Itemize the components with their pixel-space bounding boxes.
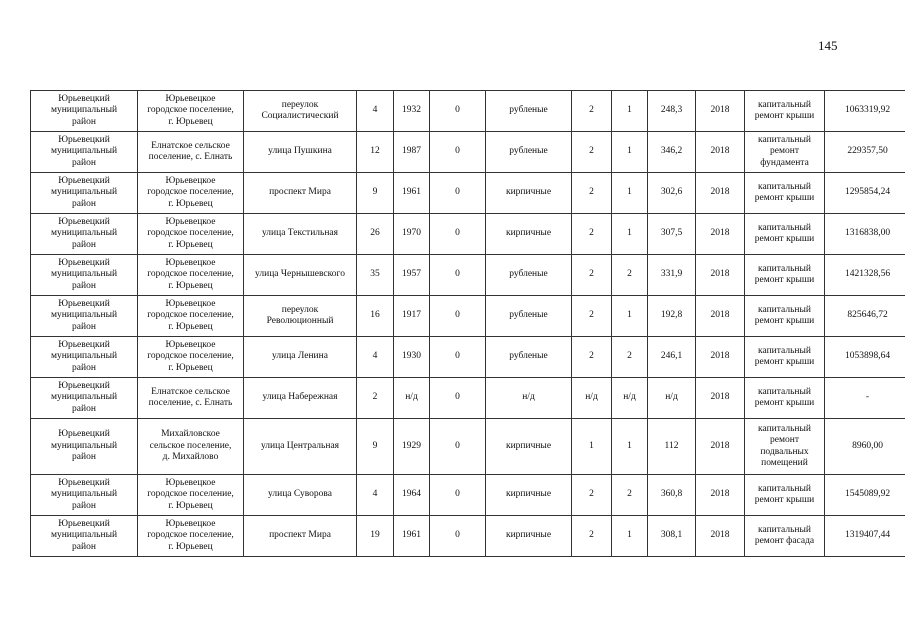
- settlement-cell-line: г. Юрьевец: [168, 280, 213, 291]
- district-cell-line: муниципальный: [50, 310, 118, 321]
- district-cell-line: муниципальный: [50, 530, 118, 541]
- value-cell: 0: [430, 337, 486, 378]
- district-cell-line: Юрьевецкий: [58, 134, 110, 145]
- district-cell-line: район: [72, 239, 96, 250]
- district-cell: [31, 173, 138, 214]
- build-year-cell: 1957: [394, 255, 430, 296]
- cost-cell: 1319407,44: [825, 516, 905, 557]
- district-cell: [31, 132, 138, 173]
- work-year-cell: 2018: [696, 378, 745, 419]
- table-row: [31, 132, 905, 173]
- settlement-cell-line: г. Юрьевец: [168, 239, 213, 250]
- entrances-cell: 1: [612, 173, 648, 214]
- cost-cell: 1316838,00: [825, 214, 905, 255]
- settlement-cell-line: сельское поселение,: [149, 440, 232, 451]
- build-year-cell: 1987: [394, 132, 430, 173]
- street-cell: [244, 214, 357, 255]
- district-cell-line: Юрьевецкий: [58, 477, 110, 488]
- work-year-cell: 2018: [696, 296, 745, 337]
- value-cell: 0: [430, 296, 486, 337]
- district-cell-line: район: [72, 280, 96, 291]
- area-cell: 346,2: [648, 132, 696, 173]
- area-cell: 308,1: [648, 516, 696, 557]
- work-type-cell-line: ремонт крыши: [754, 275, 815, 285]
- settlement-cell-line: городское поселение,: [147, 310, 234, 321]
- street-cell-line: улица Чернышевского: [255, 269, 345, 280]
- cost-cell: 1421328,56: [825, 255, 905, 296]
- settlement-cell-line: Юрьевецкое: [165, 216, 216, 227]
- value-cell: 0: [430, 173, 486, 214]
- work-type-cell-line: ремонт крыши: [754, 234, 815, 244]
- work-type-cell: [745, 516, 825, 557]
- district-cell-line: район: [72, 362, 96, 373]
- work-type-cell-line: капитальный: [758, 304, 811, 315]
- settlement-cell-line: городское поселение,: [147, 187, 234, 198]
- settlement-cell-line: Юрьевецкое: [165, 477, 216, 488]
- district-cell-line: Юрьевецкий: [58, 216, 110, 227]
- street-cell-line: Революционный: [266, 316, 334, 326]
- district-cell-line: район: [72, 452, 96, 463]
- district-cell-line: муниципальный: [50, 269, 118, 280]
- floors-cell: 2: [572, 214, 612, 255]
- house-number-cell: 9: [357, 419, 394, 475]
- floors-cell: 2: [572, 132, 612, 173]
- district-cell: [31, 91, 138, 132]
- work-type-cell-line: ремонт крыши: [754, 398, 815, 408]
- district-cell-line: Юрьевецкий: [58, 339, 110, 350]
- table-row: [31, 214, 905, 255]
- table-row: [31, 173, 905, 214]
- settlement-cell: [138, 255, 244, 296]
- district-cell-line: муниципальный: [50, 440, 118, 451]
- wall-material-cell: рубленые: [486, 255, 572, 296]
- work-year-cell: 2018: [696, 214, 745, 255]
- district-cell-line: муниципальный: [50, 187, 118, 198]
- table-row: [31, 475, 905, 516]
- settlement-cell-line: Михайловское: [161, 429, 220, 440]
- street-cell: [244, 255, 357, 296]
- house-number-cell: 9: [357, 173, 394, 214]
- house-number-cell: 4: [357, 91, 394, 132]
- settlement-cell-line: Юрьевецкое: [165, 93, 216, 104]
- build-year-cell: 1970: [394, 214, 430, 255]
- work-type-cell-line: ремонт фасада: [754, 536, 815, 546]
- floors-cell: 2: [572, 173, 612, 214]
- settlement-cell-line: г. Юрьевец: [168, 362, 213, 373]
- value-cell: 0: [430, 516, 486, 557]
- work-type-cell: [745, 132, 825, 173]
- district-cell-line: Юрьевецкий: [58, 257, 110, 268]
- cost-cell: 1545089,92: [825, 475, 905, 516]
- work-type-cell-line: капитальный: [758, 386, 811, 397]
- build-year-cell: 1929: [394, 419, 430, 475]
- table-row: [31, 516, 905, 557]
- house-number-cell: 12: [357, 132, 394, 173]
- work-type-cell: [745, 419, 825, 475]
- area-cell: н/д: [648, 378, 696, 419]
- street-cell: [244, 475, 357, 516]
- district-cell: [31, 419, 138, 475]
- street-cell-line: переулок: [281, 304, 319, 315]
- area-cell: 302,6: [648, 173, 696, 214]
- floors-cell: 2: [572, 516, 612, 557]
- settlement-cell-line: г. Юрьевец: [168, 116, 213, 127]
- settlement-cell-line: Юрьевецкое: [165, 518, 216, 529]
- work-type-cell-line: ремонт: [770, 435, 799, 445]
- street-cell-line: улица Суворова: [268, 489, 332, 500]
- work-type-cell-line: капитальный: [758, 134, 811, 145]
- street-cell: [244, 296, 357, 337]
- table-row: [31, 255, 905, 296]
- entrances-cell: 1: [612, 296, 648, 337]
- floors-cell: 2: [572, 475, 612, 516]
- wall-material-cell: рубленые: [486, 296, 572, 337]
- page-number: 145: [818, 38, 838, 53]
- work-type-cell-line: подвальных: [760, 446, 809, 457]
- settlement-cell-line: д. Михайлово: [162, 452, 219, 463]
- floors-cell: 2: [572, 255, 612, 296]
- settlement-cell: [138, 296, 244, 337]
- district-cell-line: район: [72, 541, 96, 552]
- street-cell-line: Социалистический: [261, 111, 339, 121]
- settlement-cell-line: городское поселение,: [147, 351, 234, 362]
- entrances-cell: н/д: [612, 378, 648, 419]
- cost-cell: -: [825, 378, 905, 419]
- work-type-cell: [745, 296, 825, 337]
- street-cell: [244, 378, 357, 419]
- settlement-cell-line: Юрьевецкое: [165, 298, 216, 309]
- table-row: [31, 378, 905, 419]
- value-cell: 0: [430, 214, 486, 255]
- district-cell-line: Юрьевецкий: [58, 93, 110, 104]
- work-type-cell-line: ремонт крыши: [754, 111, 815, 121]
- cost-cell: 8960,00: [825, 419, 905, 475]
- street-cell-line: улица Ленина: [272, 351, 328, 362]
- wall-material-cell: н/д: [486, 378, 572, 419]
- work-type-cell: [745, 337, 825, 378]
- value-cell: 0: [430, 378, 486, 419]
- settlement-cell: [138, 475, 244, 516]
- settlement-cell-line: городское поселение,: [147, 489, 234, 500]
- work-type-cell-line: капитальный: [758, 99, 811, 110]
- district-cell-line: муниципальный: [50, 351, 118, 362]
- house-number-cell: 16: [357, 296, 394, 337]
- table-row: [31, 337, 905, 378]
- wall-material-cell: кирпичные: [486, 214, 572, 255]
- build-year-cell: 1961: [394, 173, 430, 214]
- entrances-cell: 2: [612, 337, 648, 378]
- build-year-cell: 1961: [394, 516, 430, 557]
- house-number-cell: 26: [357, 214, 394, 255]
- district-cell-line: район: [72, 116, 96, 127]
- work-type-cell-line: капитальный: [758, 345, 811, 356]
- settlement-cell: [138, 419, 244, 475]
- work-type-cell: [745, 214, 825, 255]
- district-cell: [31, 214, 138, 255]
- work-type-cell: [745, 255, 825, 296]
- area-cell: 248,3: [648, 91, 696, 132]
- entrances-cell: 1: [612, 91, 648, 132]
- wall-material-cell: рубленые: [486, 337, 572, 378]
- house-number-cell: 35: [357, 255, 394, 296]
- area-cell: 112: [648, 419, 696, 475]
- build-year-cell: 1964: [394, 475, 430, 516]
- house-number-cell: 2: [357, 378, 394, 419]
- district-cell: [31, 255, 138, 296]
- cost-cell: 825646,72: [825, 296, 905, 337]
- street-cell-line: проспект Мира: [269, 187, 331, 198]
- district-cell-line: район: [72, 500, 96, 511]
- table-row: [31, 419, 905, 475]
- value-cell: 0: [430, 475, 486, 516]
- street-cell: [244, 173, 357, 214]
- work-year-cell: 2018: [696, 516, 745, 557]
- cost-cell: 1295854,24: [825, 173, 905, 214]
- build-year-cell: 1930: [394, 337, 430, 378]
- housing-repair-table: [30, 90, 905, 557]
- cost-cell: 1063319,92: [825, 91, 905, 132]
- cost-cell: 1053898,64: [825, 337, 905, 378]
- settlement-cell: [138, 173, 244, 214]
- district-cell-line: Юрьевецкий: [58, 518, 110, 529]
- settlement-cell-line: г. Юрьевец: [168, 500, 213, 511]
- work-year-cell: 2018: [696, 255, 745, 296]
- entrances-cell: 1: [612, 132, 648, 173]
- area-cell: 192,8: [648, 296, 696, 337]
- cost-cell: 229357,50: [825, 132, 905, 173]
- work-year-cell: 2018: [696, 419, 745, 475]
- wall-material-cell: кирпичные: [486, 475, 572, 516]
- build-year-cell: н/д: [394, 378, 430, 419]
- settlement-cell-line: городское поселение,: [147, 105, 234, 116]
- district-cell-line: муниципальный: [50, 228, 118, 239]
- build-year-cell: 1932: [394, 91, 430, 132]
- house-number-cell: 19: [357, 516, 394, 557]
- settlement-cell: [138, 214, 244, 255]
- street-cell: [244, 91, 357, 132]
- floors-cell: 2: [572, 296, 612, 337]
- work-type-cell-line: ремонт крыши: [754, 193, 815, 203]
- work-type-cell-line: капитальный: [758, 222, 811, 233]
- work-year-cell: 2018: [696, 337, 745, 378]
- district-cell-line: Юрьевецкий: [58, 429, 110, 440]
- street-cell-line: проспект Мира: [269, 530, 331, 541]
- district-cell-line: муниципальный: [50, 146, 118, 157]
- district-cell-line: муниципальный: [50, 489, 118, 500]
- work-type-cell: [745, 173, 825, 214]
- district-cell: [31, 296, 138, 337]
- district-cell: [31, 378, 138, 419]
- entrances-cell: 2: [612, 255, 648, 296]
- wall-material-cell: рубленые: [486, 91, 572, 132]
- district-cell: [31, 475, 138, 516]
- street-cell-line: переулок: [281, 99, 319, 110]
- area-cell: 246,1: [648, 337, 696, 378]
- district-cell-line: Юрьевецкий: [58, 298, 110, 309]
- work-year-cell: 2018: [696, 91, 745, 132]
- area-cell: 307,5: [648, 214, 696, 255]
- district-cell-line: Юрьевецкий: [58, 175, 110, 186]
- settlement-cell-line: г. Юрьевец: [168, 198, 213, 209]
- settlement-cell-line: Елнатское сельское: [151, 140, 230, 151]
- work-type-cell-line: ремонт крыши: [754, 495, 815, 505]
- street-cell-line: улица Пушкина: [268, 146, 332, 157]
- entrances-cell: 1: [612, 214, 648, 255]
- work-type-cell-line: капитальный: [758, 524, 811, 535]
- settlement-cell-line: городское поселение,: [147, 530, 234, 541]
- table-row: [31, 296, 905, 337]
- work-type-cell-line: ремонт: [770, 146, 799, 157]
- house-number-cell: 4: [357, 475, 394, 516]
- settlement-cell-line: г. Юрьевец: [168, 321, 213, 332]
- district-cell-line: муниципальный: [50, 105, 118, 116]
- street-cell: [244, 337, 357, 378]
- entrances-cell: 1: [612, 516, 648, 557]
- settlement-cell-line: городское поселение,: [147, 269, 234, 280]
- table-row: [31, 91, 905, 132]
- district-cell-line: район: [72, 403, 96, 414]
- build-year-cell: 1917: [394, 296, 430, 337]
- work-type-cell: [745, 475, 825, 516]
- value-cell: 0: [430, 419, 486, 475]
- settlement-cell-line: поселение, с. Елнать: [148, 398, 233, 408]
- work-year-cell: 2018: [696, 173, 745, 214]
- work-type-cell-line: ремонт крыши: [754, 357, 815, 367]
- floors-cell: 2: [572, 91, 612, 132]
- work-type-cell-line: капитальный: [758, 181, 811, 192]
- work-type-cell-line: ремонт крыши: [754, 316, 815, 326]
- district-cell-line: район: [72, 198, 96, 209]
- district-cell-line: район: [72, 157, 96, 168]
- area-cell: 360,8: [648, 475, 696, 516]
- street-cell: [244, 516, 357, 557]
- settlement-cell: [138, 132, 244, 173]
- work-type-cell-line: капитальный: [758, 423, 811, 434]
- wall-material-cell: кирпичные: [486, 173, 572, 214]
- floors-cell: 1: [572, 419, 612, 475]
- work-year-cell: 2018: [696, 475, 745, 516]
- work-type-cell: [745, 91, 825, 132]
- district-cell-line: Юрьевецкий: [58, 380, 110, 391]
- settlement-cell-line: поселение, с. Елнать: [148, 152, 233, 162]
- house-number-cell: 4: [357, 337, 394, 378]
- wall-material-cell: рубленые: [486, 132, 572, 173]
- work-type-cell-line: капитальный: [758, 483, 811, 494]
- value-cell: 0: [430, 91, 486, 132]
- settlement-cell: [138, 516, 244, 557]
- district-cell: [31, 337, 138, 378]
- settlement-cell-line: Юрьевецкое: [165, 339, 216, 350]
- wall-material-cell: кирпичные: [486, 516, 572, 557]
- settlement-cell: [138, 378, 244, 419]
- settlement-cell-line: Юрьевецкое: [165, 175, 216, 186]
- settlement-cell-line: г. Юрьевец: [168, 541, 213, 552]
- value-cell: 0: [430, 255, 486, 296]
- work-type-cell: [745, 378, 825, 419]
- street-cell: [244, 419, 357, 475]
- value-cell: 0: [430, 132, 486, 173]
- settlement-cell-line: городское поселение,: [147, 228, 234, 239]
- work-type-cell-line: фундамента: [760, 157, 809, 168]
- settlement-cell: [138, 337, 244, 378]
- street-cell-line: улица Центральная: [260, 440, 340, 451]
- floors-cell: 2: [572, 337, 612, 378]
- street-cell-line: улица Набережная: [262, 392, 338, 403]
- work-type-cell-line: помещений: [761, 458, 808, 468]
- street-cell: [244, 132, 357, 173]
- floors-cell: н/д: [572, 378, 612, 419]
- district-cell: [31, 516, 138, 557]
- district-cell-line: район: [72, 321, 96, 332]
- settlement-cell: [138, 91, 244, 132]
- settlement-cell-line: Юрьевецкое: [165, 257, 216, 268]
- entrances-cell: 2: [612, 475, 648, 516]
- wall-material-cell: кирпичные: [486, 419, 572, 475]
- entrances-cell: 1: [612, 419, 648, 475]
- table-body: [31, 91, 905, 557]
- area-cell: 331,9: [648, 255, 696, 296]
- district-cell-line: муниципальный: [50, 392, 118, 403]
- street-cell-line: улица Текстильная: [261, 228, 339, 239]
- work-year-cell: 2018: [696, 132, 745, 173]
- work-type-cell-line: капитальный: [758, 263, 811, 274]
- settlement-cell-line: Елнатское сельское: [151, 386, 230, 397]
